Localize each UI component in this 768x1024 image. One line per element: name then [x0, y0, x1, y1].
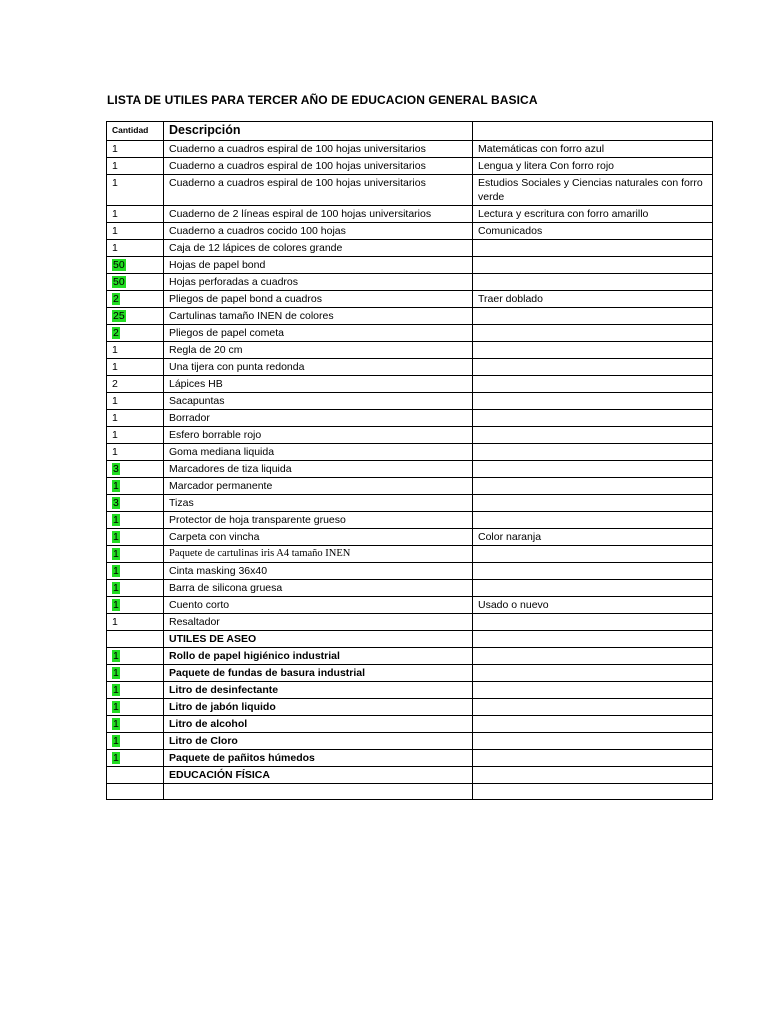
description-cell: Pliegos de papel bond a cuadros	[164, 291, 473, 308]
quantity-cell: 1	[112, 225, 118, 237]
description-cell: Tizas	[164, 495, 473, 512]
description-cell: Barra de silicona gruesa	[164, 580, 473, 597]
table-row	[107, 665, 713, 682]
description-cell: Rollo de papel higiénico industrial	[164, 648, 473, 665]
table-row	[107, 223, 713, 240]
quantity-cell: 1	[113, 752, 119, 764]
description-cell: Borrador	[164, 410, 473, 427]
note-cell	[473, 495, 713, 512]
description-cell: Hojas de papel bond	[164, 257, 473, 274]
table-row	[107, 175, 713, 206]
table-row	[107, 206, 713, 223]
table-row	[107, 495, 713, 512]
table-row	[107, 461, 713, 478]
quantity-cell: 3	[113, 463, 119, 475]
description-cell	[164, 784, 473, 800]
quantity-cell: 2	[113, 327, 119, 339]
table-row	[107, 308, 713, 325]
quantity-cell: 1	[112, 143, 118, 155]
note-cell	[473, 546, 713, 563]
table-row	[107, 274, 713, 291]
quantity-cell: 2	[113, 293, 119, 305]
description-cell: Litro de desinfectante	[164, 682, 473, 699]
note-cell	[473, 393, 713, 410]
note-cell: Lectura y escritura con forro amarillo	[473, 206, 713, 223]
description-cell: Cuento corto	[164, 597, 473, 614]
description-cell: Sacapuntas	[164, 393, 473, 410]
table-row	[107, 478, 713, 495]
description-cell: Marcadores de tiza liquida	[164, 461, 473, 478]
note-cell	[473, 257, 713, 274]
description-cell: Litro de jabón liquido	[164, 699, 473, 716]
description-cell: Cuaderno a cuadros cocido 100 hojas	[164, 223, 473, 240]
section-label: EDUCACIÓN FÍSICA	[164, 767, 473, 784]
description-cell: Caja de 12 lápices de colores grande	[164, 240, 473, 257]
note-cell: Lengua y litera Con forro rojo	[473, 158, 713, 175]
table-row	[107, 359, 713, 376]
description-cell: Protector de hoja transparente grueso	[164, 512, 473, 529]
note-cell	[473, 325, 713, 342]
note-cell: Estudios Sociales y Ciencias naturales con forro verde	[473, 175, 713, 206]
table-row	[107, 682, 713, 699]
quantity-cell: 1	[113, 667, 119, 679]
description-cell: Goma mediana liquida	[164, 444, 473, 461]
note-cell	[473, 342, 713, 359]
note-cell	[473, 478, 713, 495]
description-cell: Pliegos de papel cometa	[164, 325, 473, 342]
note-cell	[473, 308, 713, 325]
quantity-cell: 1	[112, 395, 118, 407]
quantity-cell: 1	[112, 344, 118, 356]
quantity-cell: 1	[113, 514, 119, 526]
note-cell	[473, 648, 713, 665]
description-cell: Lápices HB	[164, 376, 473, 393]
quantity-cell: 1	[113, 701, 119, 713]
quantity-cell: 1	[112, 616, 118, 628]
description-cell: Carpeta con vincha	[164, 529, 473, 546]
note-cell	[473, 750, 713, 767]
quantity-cell: 50	[113, 259, 125, 271]
quantity-cell: 1	[112, 412, 118, 424]
quantity-cell: 1	[113, 684, 119, 696]
quantity-cell: 1	[113, 531, 119, 543]
description-cell: Regla de 20 cm	[164, 342, 473, 359]
description-cell: Cuaderno a cuadros espiral de 100 hojas universitarios	[164, 158, 473, 175]
description-cell: Cartulinas tamaño INEN de colores	[164, 308, 473, 325]
header-quantity: Cantidad	[107, 122, 164, 141]
table-row	[107, 614, 713, 631]
note-cell	[473, 699, 713, 716]
table-row	[107, 158, 713, 175]
quantity-cell: 1	[113, 599, 119, 611]
section-label: UTILES DE ASEO	[164, 631, 473, 648]
quantity-cell: 25	[113, 310, 125, 322]
description-cell: Litro de Cloro	[164, 733, 473, 750]
quantity-cell: 1	[112, 446, 118, 458]
description-cell: Paquete de fundas de basura industrial	[164, 665, 473, 682]
table-row	[107, 291, 713, 308]
supply-table	[106, 121, 713, 800]
header-notes	[473, 122, 713, 141]
note-cell	[473, 274, 713, 291]
note-cell	[473, 733, 713, 750]
quantity-cell: 1	[113, 548, 119, 560]
table-row	[107, 597, 713, 614]
quantity-cell: 1	[112, 177, 118, 189]
note-cell	[473, 784, 713, 800]
quantity-cell: 50	[113, 276, 125, 288]
table-row	[107, 648, 713, 665]
table-row	[107, 529, 713, 546]
table-row	[107, 563, 713, 580]
note-cell	[473, 427, 713, 444]
document-title: LISTA DE UTILES PARA TERCER AÑO DE EDUCACION GENERAL BASICA	[107, 93, 538, 107]
description-cell: Paquete de pañitos húmedos	[164, 750, 473, 767]
quantity-cell: 1	[113, 582, 119, 594]
quantity-cell: 1	[112, 208, 118, 220]
note-cell: Usado o nuevo	[473, 597, 713, 614]
table-row	[107, 750, 713, 767]
quantity-cell: 3	[113, 497, 119, 509]
table-row	[107, 342, 713, 359]
quantity-cell: 1	[113, 650, 119, 662]
note-cell	[473, 563, 713, 580]
quantity-cell: 1	[112, 361, 118, 373]
description-cell: Resaltador	[164, 614, 473, 631]
description-cell: Cuaderno de 2 líneas espiral de 100 hojas universitarios	[164, 206, 473, 223]
table-row	[107, 580, 713, 597]
table-row	[107, 699, 713, 716]
table-row	[107, 410, 713, 427]
note-cell: Color naranja	[473, 529, 713, 546]
section-row-aseo	[107, 631, 713, 648]
note-cell	[473, 614, 713, 631]
table-row	[107, 716, 713, 733]
table-row-empty	[107, 784, 713, 800]
note-cell	[473, 682, 713, 699]
quantity-cell: 1	[112, 429, 118, 441]
section-row-educacion-fisica	[107, 767, 713, 784]
note-cell	[473, 580, 713, 597]
note-cell	[473, 410, 713, 427]
description-cell: Cinta masking 36x40	[164, 563, 473, 580]
description-cell: Paquete de cartulinas iris A4 tamaño INEN	[164, 546, 473, 563]
note-cell: Comunicados	[473, 223, 713, 240]
quantity-cell: 1	[113, 565, 119, 577]
quantity-cell: 1	[112, 242, 118, 254]
description-cell: Cuaderno a cuadros espiral de 100 hojas universitarios	[164, 175, 473, 206]
note-cell	[473, 376, 713, 393]
table-row	[107, 240, 713, 257]
note-cell	[473, 716, 713, 733]
description-cell: Esfero borrable rojo	[164, 427, 473, 444]
quantity-cell: 1	[113, 735, 119, 747]
table-row	[107, 733, 713, 750]
description-cell: Hojas perforadas a cuadros	[164, 274, 473, 291]
note-cell	[473, 767, 713, 784]
note-cell	[473, 461, 713, 478]
note-cell: Traer doblado	[473, 291, 713, 308]
table-header-row	[107, 122, 713, 141]
quantity-cell: 2	[112, 378, 118, 390]
table-row	[107, 427, 713, 444]
description-cell: Una tijera con punta redonda	[164, 359, 473, 376]
table-row	[107, 393, 713, 410]
description-cell: Litro de alcohol	[164, 716, 473, 733]
table-row	[107, 141, 713, 158]
table-row	[107, 257, 713, 274]
table-row	[107, 512, 713, 529]
quantity-cell: 1	[113, 718, 119, 730]
note-cell	[473, 359, 713, 376]
note-cell	[473, 240, 713, 257]
note-cell	[473, 444, 713, 461]
quantity-cell: 1	[112, 160, 118, 172]
note-cell	[473, 665, 713, 682]
table-row	[107, 546, 713, 563]
table-row	[107, 325, 713, 342]
quantity-cell: 1	[113, 480, 119, 492]
note-cell	[473, 631, 713, 648]
table-row	[107, 444, 713, 461]
header-description: Descripción	[164, 122, 473, 141]
note-cell	[473, 512, 713, 529]
table-row	[107, 376, 713, 393]
description-cell: Marcador permanente	[164, 478, 473, 495]
description-cell: Cuaderno a cuadros espiral de 100 hojas universitarios	[164, 141, 473, 158]
note-cell: Matemáticas con forro azul	[473, 141, 713, 158]
